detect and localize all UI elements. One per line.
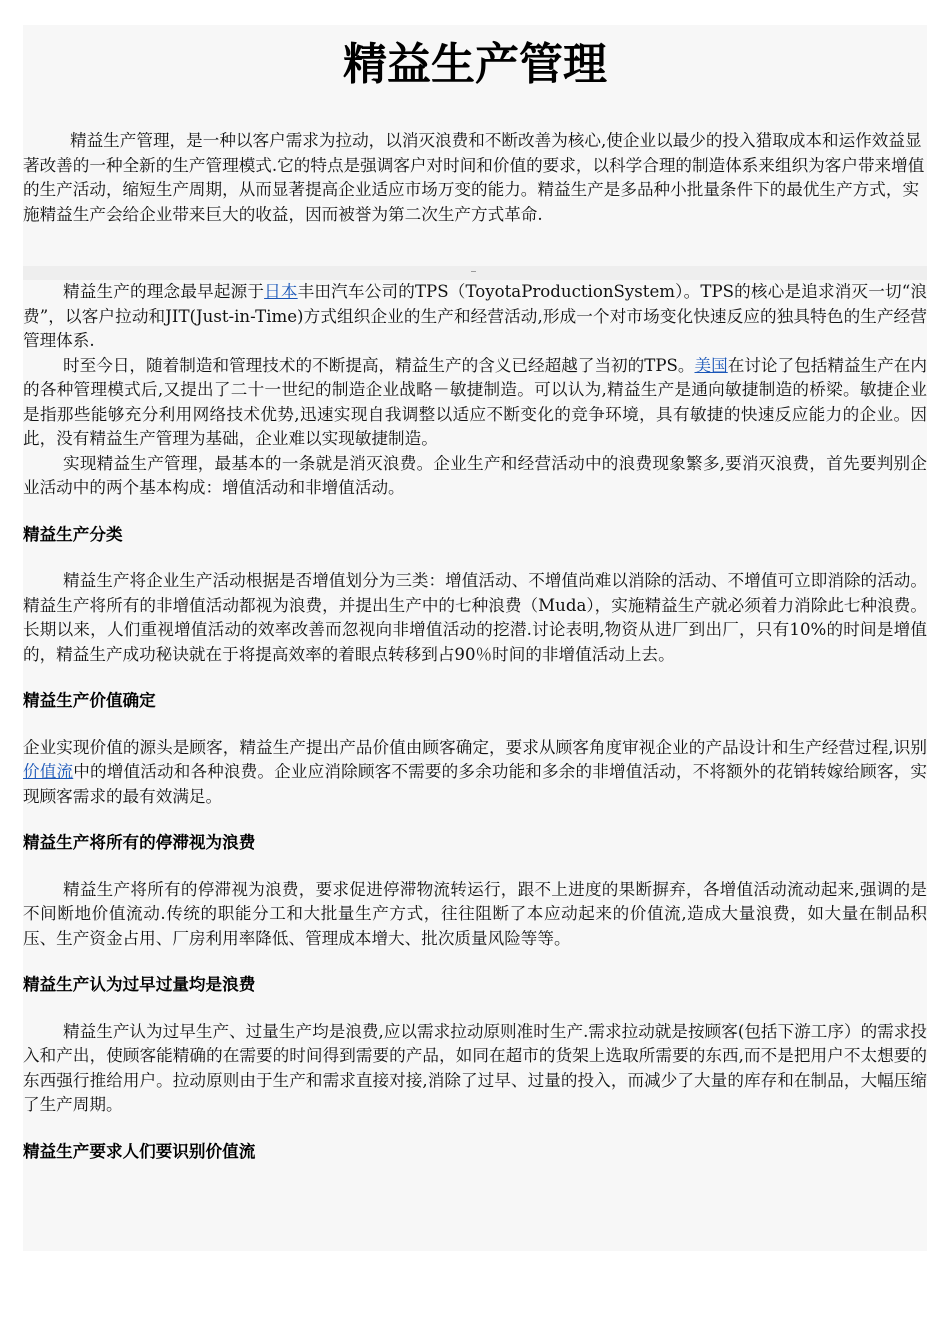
value-stream-link[interactable]: 价值流 <box>23 762 74 781</box>
origin-text-end: 丰田汽车公司的TPS（ToyotaProductionSystem）。TPS的核心是追求消灭一切“浪费”，以客户拉动和JIT(Just-in-Time)方式组织企业的生产和经营活动,形成一个对市场变化快速反应的独具特色的生产经营管理体系. <box>23 282 928 350</box>
heading-stagnation: 精益生产将所有的停滞视为浪费 <box>23 833 256 852</box>
page-title: 精益生产管理 <box>343 39 607 90</box>
basic-paragraph: 实现精益生产管理，最基本的一条就是消灭浪费。企业生产和经营活动中的浪费现象繁多,要消灭浪费，首先要判别企业活动中的两个基本构成：增值活动和非增值活动。 <box>23 453 927 497</box>
usa-link[interactable]: 美国 <box>694 355 728 375</box>
value-paragraph <box>23 736 927 810</box>
heading-identify: 精益生产要求人们要识别价值流 <box>23 1141 256 1161</box>
divider-mark <box>471 271 476 272</box>
japan-link[interactable]: 日本 <box>264 282 298 301</box>
document-page <box>23 25 927 1251</box>
value-text-end: 中的增值活动和各种浪费。企业应消除顾客不需要的多余功能和多余的非增值活动，不将额外的花销转嫁给顾客，实现顾客需求的最有效满足。 <box>23 762 928 806</box>
origin-text-start: 精益生产的理念最早起源于 <box>63 282 265 301</box>
stagnation-paragraph: 精益生产将所有的停滞视为浪费，要求促进停滞物流转运行，跟不上进度的果断摒弃，各增值活动流动起来,强调的是不间断地价值流动.传统的职能分工和大批量生产方式，往往阻断了本应动起来的价值流,造成大量浪费，如大量在制品积压、生产资金占用、厂房利用率降低、管理成本增大、批次质量风险等等。 <box>23 879 927 948</box>
today-text-start: 时至今日，随着制造和管理技术的不断提高，精益生产的含义已经超越了当初的TPS。 <box>63 355 695 375</box>
heading-classification: 精益生产分类 <box>23 524 123 544</box>
intro-paragraph: 精益生产管理，是一种以客户需求为拉动，以消灭浪费和不断改善为核心,使企业以最少的投入猎取成本和运作效益显著改善的一种全新的生产管理模式.它的特点是强调客户对时间和价值的要求，以科学合理的制造体系来组织为客户带来增值的生产活动，缩短生产周期，从而显著提高企业适应市场万变的能力。精益生产是多品种小批量条件下的最优生产方式，实施精益生产会给企业带来巨大的收益，因而被誉为第二次生产方式革命. <box>23 131 925 224</box>
heading-value: 精益生产价值确定 <box>23 691 156 710</box>
premature-paragraph: 精益生产认为过早生产、过量生产均是浪费,应以需求拉动原则准时生产.需求拉动就是按顾客(包括下游工序）的需求投入和产出，使顾客能精确的在需要的时间得到需要的产品，如同在超市的货架上选取所需要的东西,而不是把用户不太想要的东西强行推给用户。拉动原则由于生产和需求直接对接,消除了过早、过量的投入，而减少了大量的库存和在制品，大幅压缩了生产周期。 <box>23 1021 927 1114</box>
origin-paragraph <box>23 280 927 354</box>
heading-premature: 精益生产认为过早过量均是浪费 <box>23 975 256 994</box>
section-divider <box>23 266 927 280</box>
today-paragraph <box>23 354 927 452</box>
classification-paragraph: 精益生产将企业生产活动根据是否增值划分为三类：增值活动、不增值尚难以消除的活动、不增值可立即消除的活动。精益生产将所有的非增值活动都视为浪费，并提出生产中的七种浪费（Muda），实施精益生产就必须着力消除此七种浪费。长期以来，人们重视增值活动的效率改善而忽视向非增值活动的挖潜.讨论表明,物资从进厂到出厂，只有10%的时间是增值的，精益生产成功秘诀就在于将提高效率的着眼点转移到占90％时间的非增值活动上去。 <box>23 571 927 664</box>
value-text-start: 企业实现价值的源头是顾客，精益生产提出产品价值由顾客确定，要求从顾客角度审视企业的产品设计和生产经营过程,识别 <box>23 737 927 757</box>
document-body <box>23 280 927 1164</box>
today-text-end: 在讨论了包括精益生产在内的各种管理模式后,又提出了二十一世纪的制造企业战略－敏捷制造。可以认为,精益生产是通向敏捷制造的桥梁。敏捷企业是指那些能够充分利用网络技术优势,迅速实现自我调整以适应不断变化的竞争环境，具有敏捷的快速反应能力的企业。因此，没有精益生产管理为基础，企业难以实现敏捷制造。 <box>23 355 927 448</box>
